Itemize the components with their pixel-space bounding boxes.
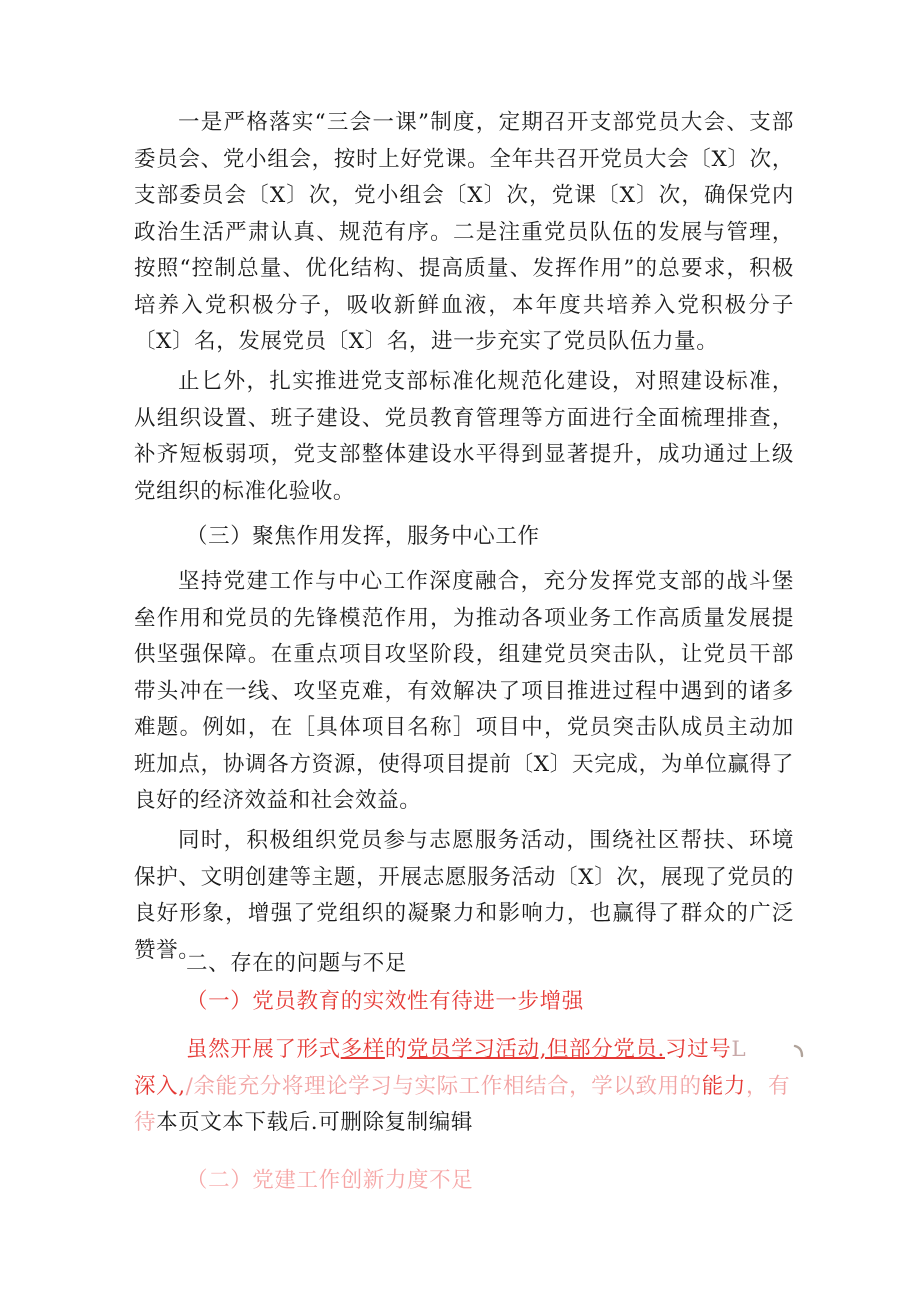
stray-mark-icon [793,1044,805,1058]
subheading-education-effectiveness: （一）党员教育的实效性有待进一步增强 [186,989,584,1014]
red-line-3: 待本页文本下载后.可删除复制编辑 [134,1110,473,1135]
subheading-innovation: （二）党建工作创新力度不足 [186,1167,474,1193]
red-highlighted-paragraph [134,1032,794,1142]
chapter-heading-problems: 二、存在的问题与不足 [186,951,408,976]
red-line-1: 虽然开展了形式多样的党员学习活动,但部分党员.习过号L [186,1037,747,1062]
paragraph-party-meetings: 一是严格落实“三会一课”制度，定期召开支部党员大会、支部委员会、党小组会，按时上好党课。全年共召开党员大会〔X〕次，支部委员会〔X〕次，党小组会〔X〕次，党课〔X〕次，确保党内政治生活严肃认真、规范有序。二是注重党员队伍的发展与管理，按照“控制总量、优化结构、提高质量、发挥作用”的总要求，积极培养入党积极分子，吸收新鲜血液，本年度共培养入党积极分子〔X〕名，发展党员〔X〕名，进一步充实了党员队伍力量。 [134,110,794,354]
red-line-2: 深入,/余能充分将理论学习与实际工作相结合，学以致用的能力，有 [134,1073,791,1099]
section-heading-3: （三）聚焦作用发挥，服务中心工作 [186,524,540,549]
paragraph-volunteer: 同时，积极组织党员参与志愿服务活动，围绕社区帮扶、环境保护、文明创建等主题，开展志愿服务活动〔X〕次，展现了党员的良好形象，增强了党组织的凝聚力和影响力，也赢得了群众的广泛赞誉。 [134,828,794,963]
paragraph-standardization: 止匕外，扎实推进党支部标准化规范化建设，对照建设标准，从组织设置、班子建设、党员教育管理等方面进行全面梳理排查，补齐短板弱项，党支部整体建设水平得到显著提升，成功通过上级党组织的标准化验收。 [134,369,794,504]
paragraph-central-work: 坚持党建工作与中心工作深度融合，充分发挥党支部的战斗堡垒作用和党员的先锋模范作用，为推动各项业务工作高质量发展提供坚强保障。在重点项目攻坚阶段，组建党员突击队，让党员干部带头冲在一线、攻坚克难，有效解决了项目推进过程中遇到的诸多难题。例如，在［具体项目名称］项目中，党员突击队成员主动加班加点，协调各方资源，使得项目提前〔X〕天完成，为单位赢得了良好的经济效益和社会效益。 [134,569,794,813]
